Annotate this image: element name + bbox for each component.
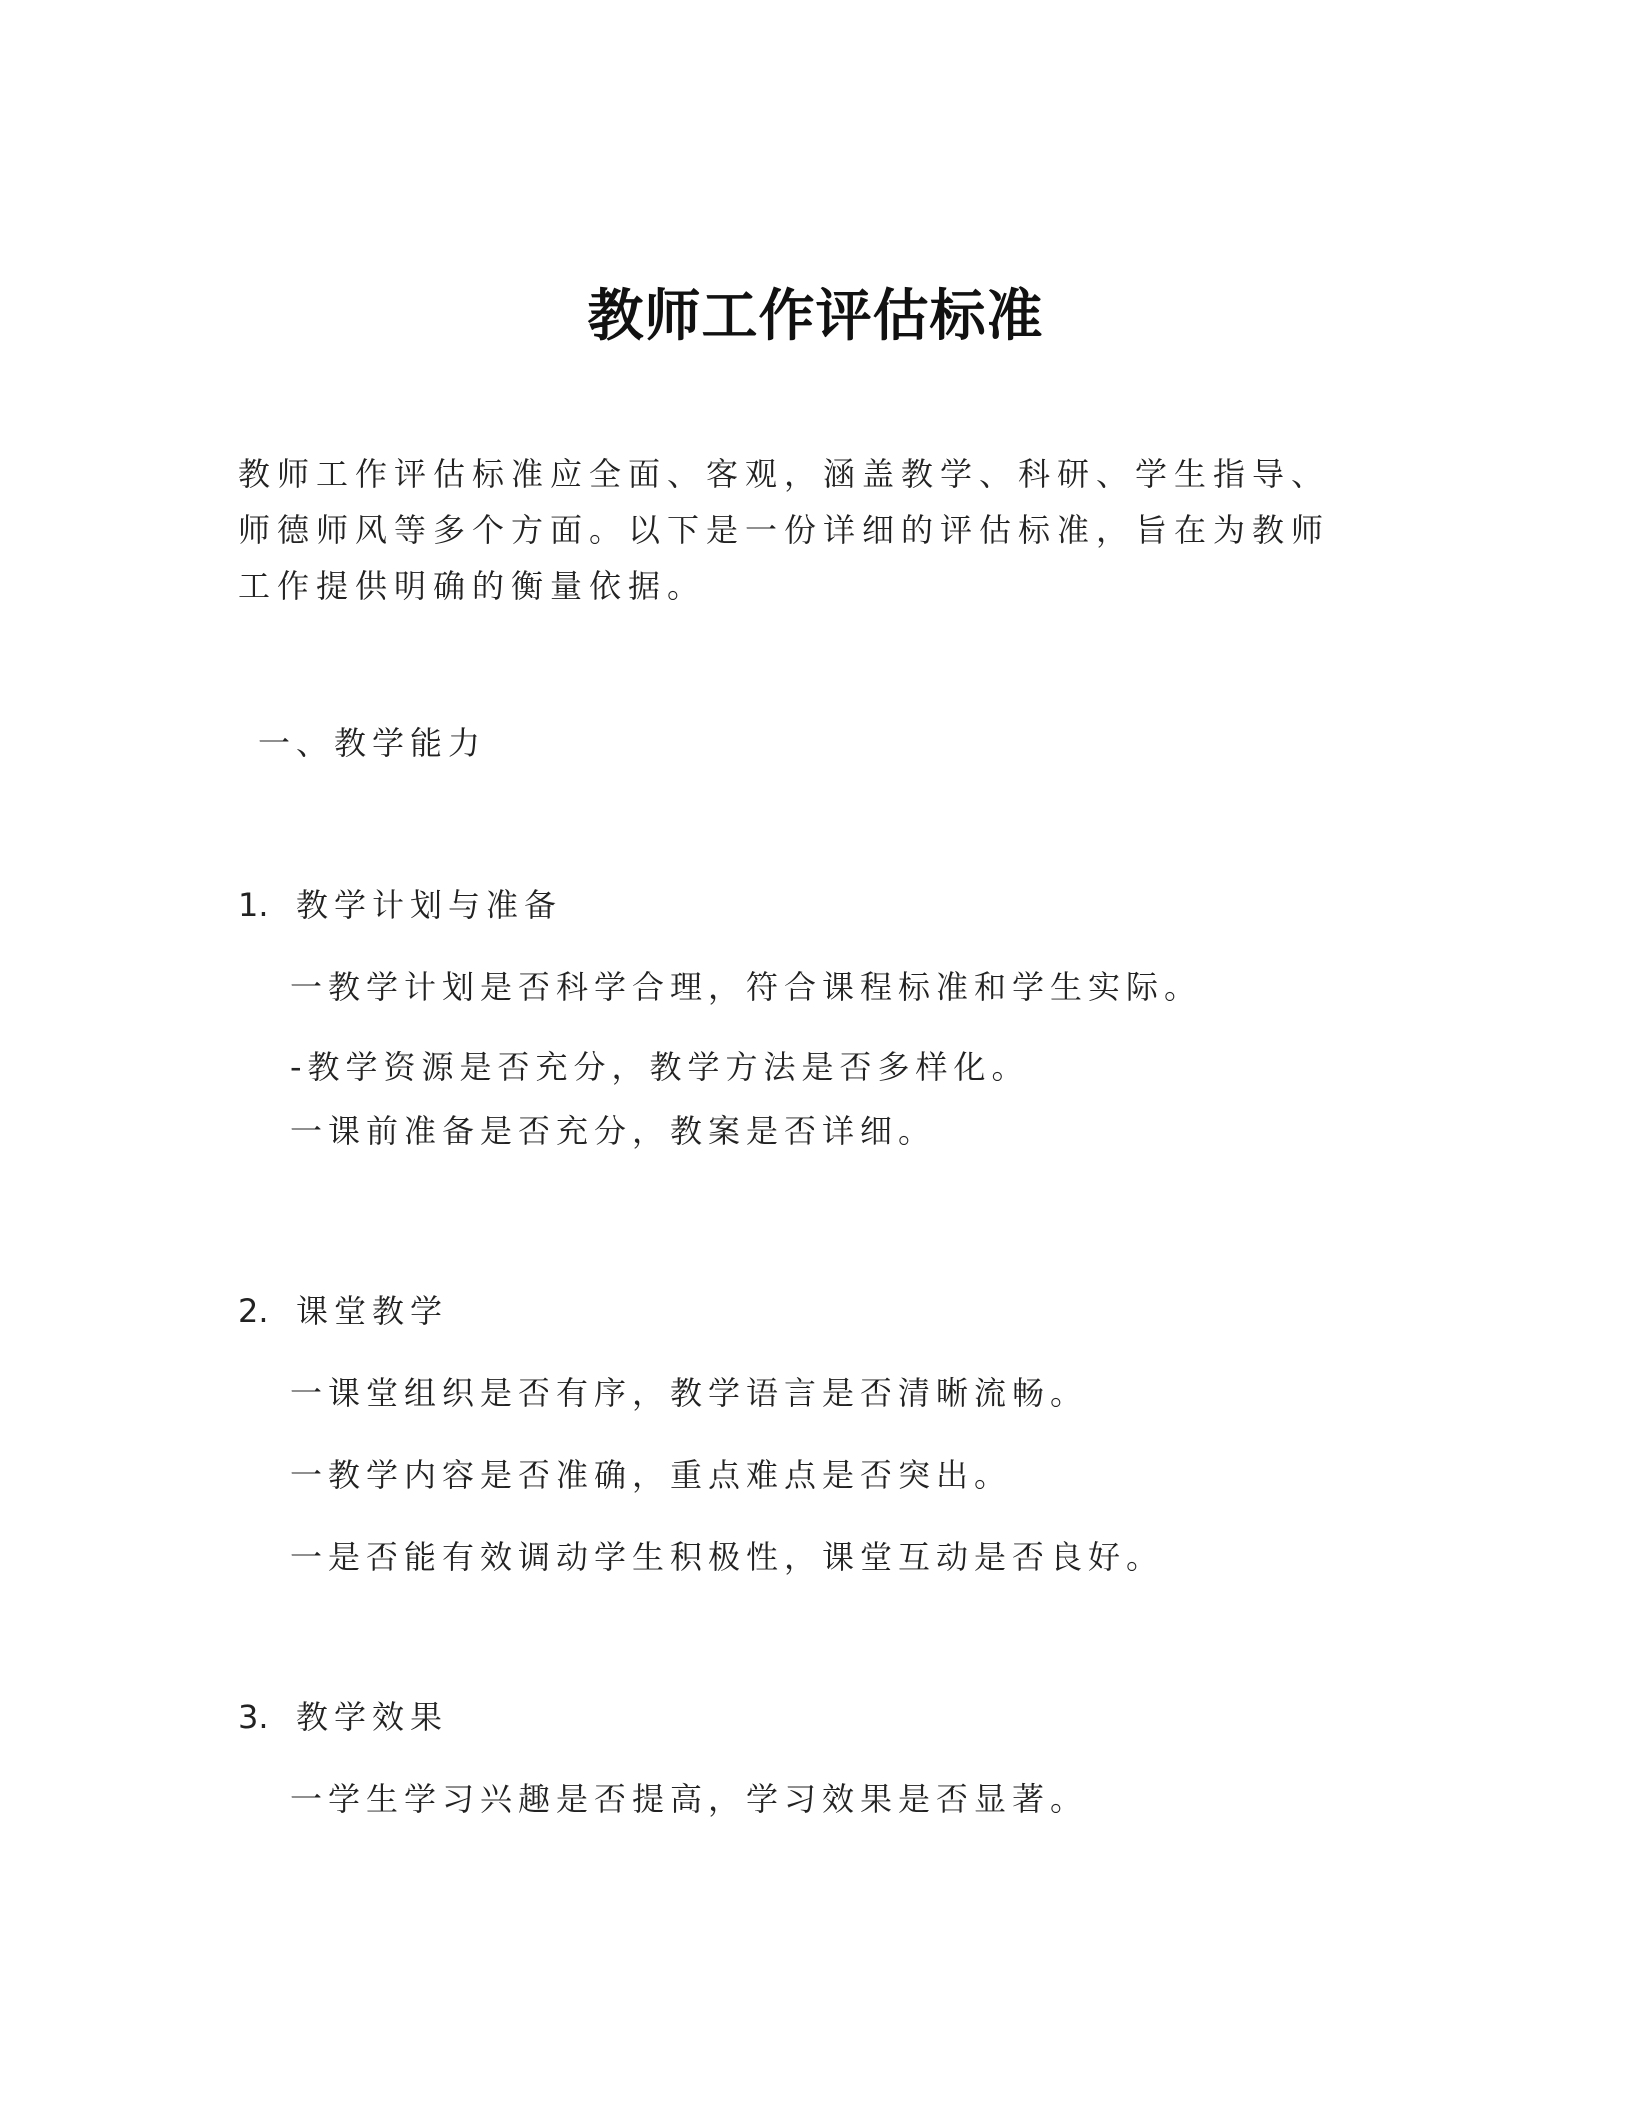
list-item: -教学资源是否充分，教学方法是否多样化。 bbox=[290, 1048, 1030, 1086]
item-heading bbox=[238, 1692, 448, 1738]
item-title: 教学效果 bbox=[296, 1698, 449, 1736]
item-number: 1. bbox=[238, 886, 269, 924]
list-item: 一课堂组织是否有序，教学语言是否清晰流畅。 bbox=[290, 1374, 1089, 1412]
section-heading: 一、教学能力 bbox=[258, 724, 487, 762]
item-title: 课堂教学 bbox=[296, 1292, 449, 1330]
item-heading bbox=[238, 880, 562, 926]
item-heading bbox=[238, 1286, 448, 1332]
item-number: 3. bbox=[238, 1698, 269, 1736]
list-item: 一教学内容是否准确，重点难点是否突出。 bbox=[290, 1456, 1013, 1494]
intro-paragraph: 教师工作评估标准应全面、客观，涵盖教学、科研、学生指导、师德师风等多个方面。以下是一份详细的评估标准，旨在为教师工作提供明确的衡量依据。 bbox=[238, 455, 1331, 605]
list-item: 一是否能有效调动学生积极性，课堂互动是否良好。 bbox=[290, 1538, 1165, 1576]
list-item: 一课前准备是否充分，教案是否详细。 bbox=[290, 1112, 937, 1150]
item-title: 教学计划与准备 bbox=[296, 886, 563, 924]
document-title: 教师工作评估标准 bbox=[587, 283, 1044, 349]
item-number: 2. bbox=[238, 1292, 269, 1330]
list-item: 一学生学习兴趣是否提高，学习效果是否显著。 bbox=[290, 1780, 1089, 1818]
list-item: 一教学计划是否科学合理，符合课程标准和学生实际。 bbox=[290, 968, 1203, 1006]
